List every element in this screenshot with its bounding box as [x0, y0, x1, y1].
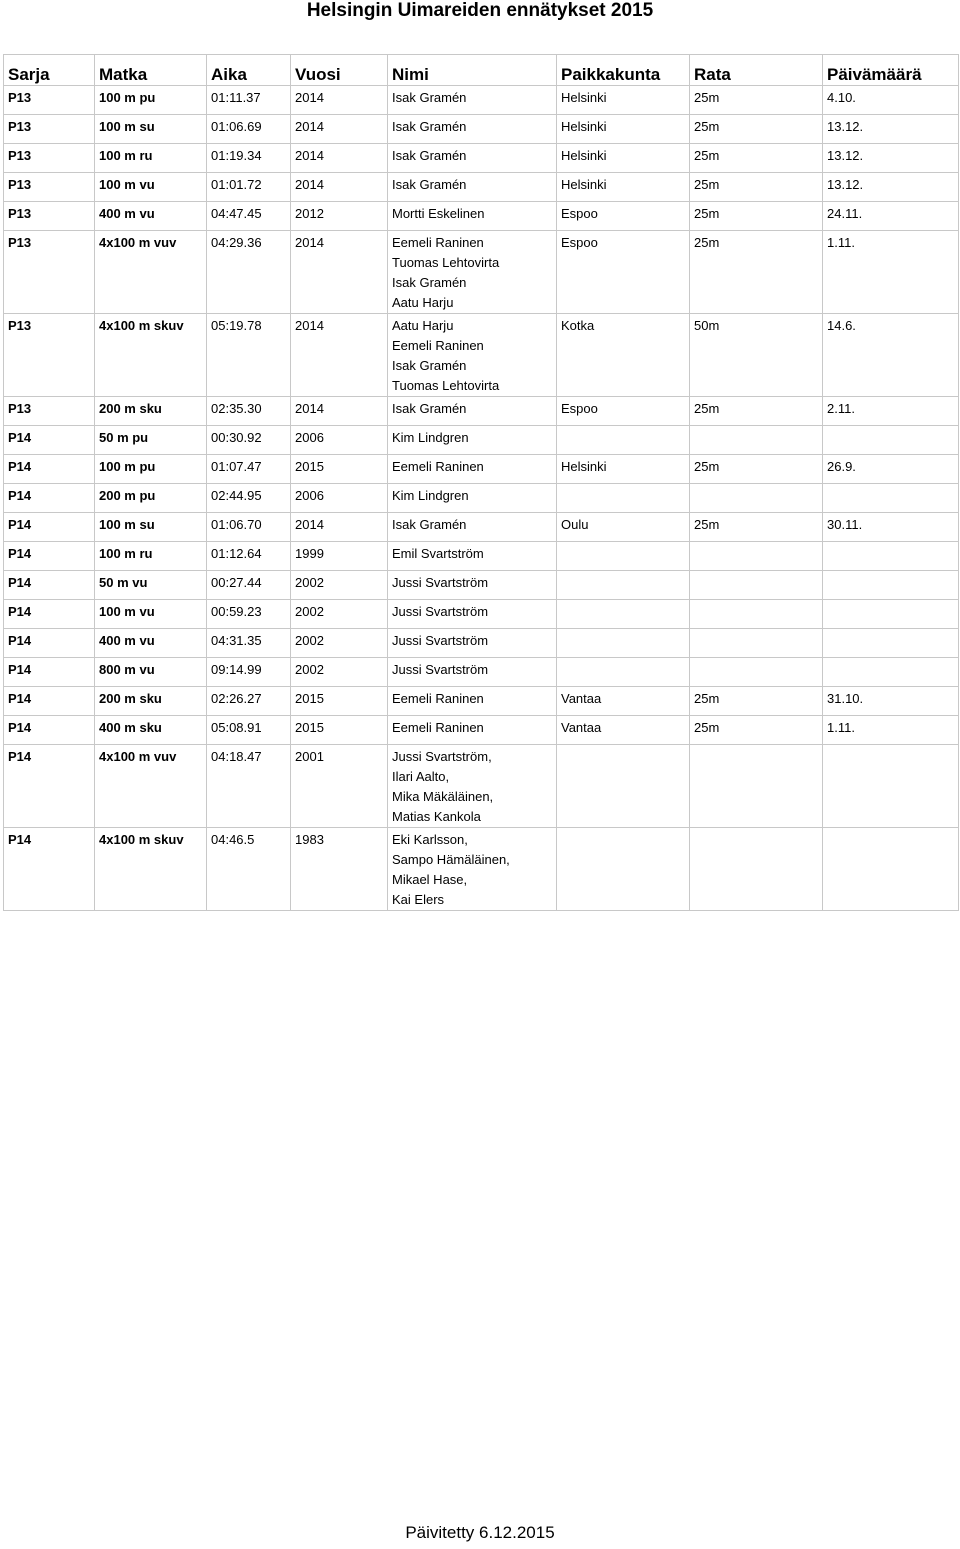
table-row [4, 542, 959, 571]
cell-paivamaara [823, 745, 959, 828]
cell-paivamaara [823, 484, 959, 513]
cell-aika: 01:11.37 [207, 86, 291, 115]
header-rata: Rata [690, 55, 823, 86]
cell-rata: 25m [690, 716, 823, 745]
cell-rata [690, 600, 823, 629]
cell-nimi [388, 571, 557, 600]
cell-aika: 00:27.44 [207, 571, 291, 600]
cell-paikkakunta: Helsinki [557, 86, 690, 115]
table-row [4, 687, 959, 716]
cell-paivamaara: 26.9. [823, 455, 959, 484]
swimmer-name: Jussi Svartström [392, 604, 489, 619]
cell-rata: 25m [690, 397, 823, 426]
cell-sarja: P14 [4, 426, 95, 455]
swimmer-name: Jussi Svartström [392, 633, 489, 648]
cell-matka: 100 m ru [95, 144, 207, 173]
cell-vuosi: 2014 [291, 231, 388, 314]
cell-sarja: P14 [4, 629, 95, 658]
cell-matka: 4x100 m vuv [95, 745, 207, 828]
table-row [4, 397, 959, 426]
cell-paikkakunta [557, 658, 690, 687]
cell-paivamaara [823, 629, 959, 658]
swimmer-name: Jussi Svartström, [392, 749, 492, 764]
cell-vuosi: 2002 [291, 571, 388, 600]
cell-paivamaara: 13.12. [823, 115, 959, 144]
cell-vuosi: 2006 [291, 484, 388, 513]
table-row [4, 828, 959, 911]
cell-vuosi: 2014 [291, 115, 388, 144]
swimmer-name: Sampo Hämäläinen, [392, 852, 510, 867]
cell-nimi [388, 484, 557, 513]
cell-aika: 00:30.92 [207, 426, 291, 455]
cell-vuosi: 2014 [291, 144, 388, 173]
cell-nimi [388, 115, 557, 144]
cell-nimi [388, 542, 557, 571]
cell-aika: 01:06.70 [207, 513, 291, 542]
cell-nimi [388, 397, 557, 426]
swimmer-name: Jussi Svartström [392, 662, 489, 677]
cell-matka: 50 m vu [95, 571, 207, 600]
cell-matka: 200 m sku [95, 397, 207, 426]
swimmer-name: Eemeli Raninen [392, 720, 484, 735]
cell-matka: 200 m sku [95, 687, 207, 716]
cell-sarja: P13 [4, 314, 95, 397]
cell-paivamaara [823, 828, 959, 911]
cell-rata: 25m [690, 455, 823, 484]
cell-paikkakunta: Espoo [557, 202, 690, 231]
cell-aika: 01:06.69 [207, 115, 291, 144]
cell-paivamaara: 13.12. [823, 144, 959, 173]
cell-paikkakunta: Helsinki [557, 455, 690, 484]
cell-matka: 100 m su [95, 513, 207, 542]
table-row [4, 658, 959, 687]
cell-nimi [388, 600, 557, 629]
swimmer-name: Mortti Eskelinen [392, 206, 485, 221]
cell-rata [690, 658, 823, 687]
swimmer-name: Isak Gramén [392, 517, 467, 532]
cell-paikkakunta: Helsinki [557, 173, 690, 202]
cell-matka: 100 m pu [95, 455, 207, 484]
cell-matka: 4x100 m skuv [95, 314, 207, 397]
cell-nimi [388, 86, 557, 115]
cell-paivamaara [823, 658, 959, 687]
cell-rata: 25m [690, 202, 823, 231]
cell-vuosi: 2002 [291, 629, 388, 658]
cell-aika: 05:08.91 [207, 716, 291, 745]
swimmer-name: Isak Gramén [392, 401, 467, 416]
cell-vuosi: 2002 [291, 658, 388, 687]
cell-nimi [388, 455, 557, 484]
swimmer-name: Kim Lindgren [392, 430, 469, 445]
cell-vuosi: 2001 [291, 745, 388, 828]
cell-paivamaara: 2.11. [823, 397, 959, 426]
swimmer-name: Eemeli Raninen [392, 691, 484, 706]
cell-paikkakunta [557, 571, 690, 600]
cell-rata: 25m [690, 231, 823, 314]
swimmer-name: Isak Gramén [392, 358, 467, 373]
header-paivamaara: Päivämäärä [823, 55, 959, 86]
cell-vuosi: 2015 [291, 716, 388, 745]
cell-rata: 25m [690, 173, 823, 202]
cell-nimi [388, 629, 557, 658]
cell-aika: 04:46.5 [207, 828, 291, 911]
header-paikkakunta: Paikkakunta [557, 55, 690, 86]
cell-nimi [388, 745, 557, 828]
cell-vuosi: 2006 [291, 426, 388, 455]
table-row [4, 716, 959, 745]
header-sarja: Sarja [4, 55, 95, 86]
cell-sarja: P14 [4, 716, 95, 745]
cell-sarja: P13 [4, 202, 95, 231]
cell-vuosi: 2015 [291, 687, 388, 716]
cell-rata: 25m [690, 144, 823, 173]
cell-aika: 01:12.64 [207, 542, 291, 571]
cell-aika: 02:26.27 [207, 687, 291, 716]
cell-matka: 100 m pu [95, 86, 207, 115]
cell-paivamaara [823, 426, 959, 455]
header-nimi: Nimi [388, 55, 557, 86]
cell-rata [690, 745, 823, 828]
cell-sarja: P14 [4, 658, 95, 687]
table-row [4, 571, 959, 600]
cell-paivamaara: 1.11. [823, 716, 959, 745]
cell-rata: 50m [690, 314, 823, 397]
table-row [4, 202, 959, 231]
cell-nimi [388, 658, 557, 687]
cell-vuosi: 1983 [291, 828, 388, 911]
cell-nimi [388, 426, 557, 455]
cell-sarja: P14 [4, 455, 95, 484]
cell-paikkakunta: Espoo [557, 231, 690, 314]
swimmer-name: Isak Gramén [392, 119, 467, 134]
cell-paikkakunta [557, 828, 690, 911]
table-row [4, 173, 959, 202]
cell-rata [690, 542, 823, 571]
swimmer-name: Isak Gramén [392, 148, 467, 163]
cell-aika: 05:19.78 [207, 314, 291, 397]
cell-paikkakunta: Helsinki [557, 115, 690, 144]
table-row [4, 426, 959, 455]
cell-paivamaara: 13.12. [823, 173, 959, 202]
swimmer-name: Eki Karlsson, [392, 832, 468, 847]
swimmer-name: Matias Kankola [392, 809, 481, 824]
cell-rata [690, 484, 823, 513]
swimmer-name: Mikael Hase, [392, 872, 468, 887]
cell-matka: 100 m vu [95, 600, 207, 629]
cell-vuosi: 2014 [291, 397, 388, 426]
cell-paivamaara: 30.11. [823, 513, 959, 542]
header-row [4, 55, 959, 86]
cell-sarja: P13 [4, 231, 95, 314]
cell-sarja: P14 [4, 571, 95, 600]
cell-paikkakunta [557, 484, 690, 513]
swimmer-name: Aatu Harju [392, 295, 454, 310]
cell-vuosi: 2014 [291, 314, 388, 397]
cell-paikkakunta [557, 745, 690, 828]
cell-sarja: P14 [4, 513, 95, 542]
cell-nimi [388, 202, 557, 231]
cell-sarja: P14 [4, 745, 95, 828]
cell-paikkakunta [557, 629, 690, 658]
table-row [4, 600, 959, 629]
cell-sarja: P13 [4, 173, 95, 202]
cell-paikkakunta: Oulu [557, 513, 690, 542]
table-row [4, 513, 959, 542]
swimmer-name: Eemeli Raninen [392, 235, 484, 250]
cell-rata: 25m [690, 115, 823, 144]
cell-sarja: P13 [4, 115, 95, 144]
cell-aika: 01:07.47 [207, 455, 291, 484]
cell-matka: 800 m vu [95, 658, 207, 687]
cell-vuosi: 2002 [291, 600, 388, 629]
header-aika: Aika [207, 55, 291, 86]
table-body [4, 86, 959, 911]
cell-aika: 01:19.34 [207, 144, 291, 173]
swimmer-name: Eemeli Raninen [392, 459, 484, 474]
cell-paivamaara [823, 600, 959, 629]
cell-sarja: P14 [4, 484, 95, 513]
cell-paivamaara: 24.11. [823, 202, 959, 231]
cell-matka: 100 m vu [95, 173, 207, 202]
cell-paikkakunta [557, 426, 690, 455]
cell-aika: 04:31.35 [207, 629, 291, 658]
table-row [4, 629, 959, 658]
cell-vuosi: 2014 [291, 86, 388, 115]
cell-aika: 04:18.47 [207, 745, 291, 828]
cell-nimi [388, 716, 557, 745]
swimmer-name: Kai Elers [392, 892, 445, 907]
header-vuosi: Vuosi [291, 55, 388, 86]
cell-matka: 100 m ru [95, 542, 207, 571]
cell-aika: 02:44.95 [207, 484, 291, 513]
cell-aika: 09:14.99 [207, 658, 291, 687]
cell-paivamaara: 31.10. [823, 687, 959, 716]
table-row [4, 745, 959, 828]
cell-aika: 04:29.36 [207, 231, 291, 314]
page-title: Helsingin Uimareiden ennätykset 2015 [306, 0, 654, 21]
cell-sarja: P14 [4, 687, 95, 716]
cell-rata [690, 828, 823, 911]
cell-rata [690, 629, 823, 658]
swimmer-name: Isak Gramén [392, 275, 467, 290]
cell-paivamaara [823, 571, 959, 600]
cell-sarja: P14 [4, 828, 95, 911]
swimmer-name: Jussi Svartström [392, 575, 489, 590]
cell-aika: 04:47.45 [207, 202, 291, 231]
updated-footer: Päivitetty 6.12.2015 [405, 1523, 555, 1542]
cell-nimi [388, 173, 557, 202]
swimmer-name: Tuomas Lehtovirta [392, 255, 500, 270]
swimmer-name: Emil Svartström [392, 546, 484, 561]
cell-paivamaara: 14.6. [823, 314, 959, 397]
cell-aika: 02:35.30 [207, 397, 291, 426]
cell-rata [690, 426, 823, 455]
cell-matka: 200 m pu [95, 484, 207, 513]
cell-vuosi: 1999 [291, 542, 388, 571]
cell-paivamaara: 1.11. [823, 231, 959, 314]
cell-matka: 400 m sku [95, 716, 207, 745]
swimmer-name: Eemeli Raninen [392, 338, 484, 353]
cell-nimi [388, 828, 557, 911]
swimmer-name: Mika Mäkäläinen, [392, 789, 494, 804]
cell-nimi [388, 144, 557, 173]
cell-sarja: P13 [4, 86, 95, 115]
table-row [4, 314, 959, 397]
cell-sarja: P13 [4, 397, 95, 426]
records-table [3, 54, 959, 911]
cell-nimi [388, 314, 557, 397]
cell-vuosi: 2014 [291, 513, 388, 542]
cell-matka: 400 m vu [95, 202, 207, 231]
cell-paikkakunta: Vantaa [557, 716, 690, 745]
cell-vuosi: 2014 [291, 173, 388, 202]
swimmer-name: Ilari Aalto, [392, 769, 450, 784]
cell-rata: 25m [690, 86, 823, 115]
table-row [4, 144, 959, 173]
cell-paivamaara [823, 542, 959, 571]
cell-rata: 25m [690, 687, 823, 716]
table-row [4, 455, 959, 484]
cell-nimi [388, 513, 557, 542]
cell-paikkakunta: Helsinki [557, 144, 690, 173]
cell-rata: 25m [690, 513, 823, 542]
cell-sarja: P13 [4, 144, 95, 173]
cell-sarja: P14 [4, 600, 95, 629]
cell-paikkakunta: Espoo [557, 397, 690, 426]
cell-paikkakunta: Kotka [557, 314, 690, 397]
cell-matka: 100 m su [95, 115, 207, 144]
cell-matka: 4x100 m vuv [95, 231, 207, 314]
cell-paikkakunta: Vantaa [557, 687, 690, 716]
cell-nimi [388, 687, 557, 716]
cell-aika: 01:01.72 [207, 173, 291, 202]
cell-aika: 00:59.23 [207, 600, 291, 629]
cell-matka: 50 m pu [95, 426, 207, 455]
swimmer-name: Isak Gramén [392, 177, 467, 192]
cell-paikkakunta [557, 542, 690, 571]
swimmer-name: Kim Lindgren [392, 488, 469, 503]
cell-paivamaara: 4.10. [823, 86, 959, 115]
table-row [4, 86, 959, 115]
cell-sarja: P14 [4, 542, 95, 571]
cell-matka: 4x100 m skuv [95, 828, 207, 911]
cell-vuosi: 2015 [291, 455, 388, 484]
table-row [4, 115, 959, 144]
swimmer-name: Isak Gramén [392, 90, 467, 105]
cell-nimi [388, 231, 557, 314]
swimmer-name: Aatu Harju [392, 318, 454, 333]
cell-rata [690, 571, 823, 600]
cell-paikkakunta [557, 600, 690, 629]
swimmer-name: Tuomas Lehtovirta [392, 378, 500, 393]
table-row [4, 231, 959, 314]
cell-vuosi: 2012 [291, 202, 388, 231]
cell-matka: 400 m vu [95, 629, 207, 658]
table-row [4, 484, 959, 513]
header-matka: Matka [95, 55, 207, 86]
